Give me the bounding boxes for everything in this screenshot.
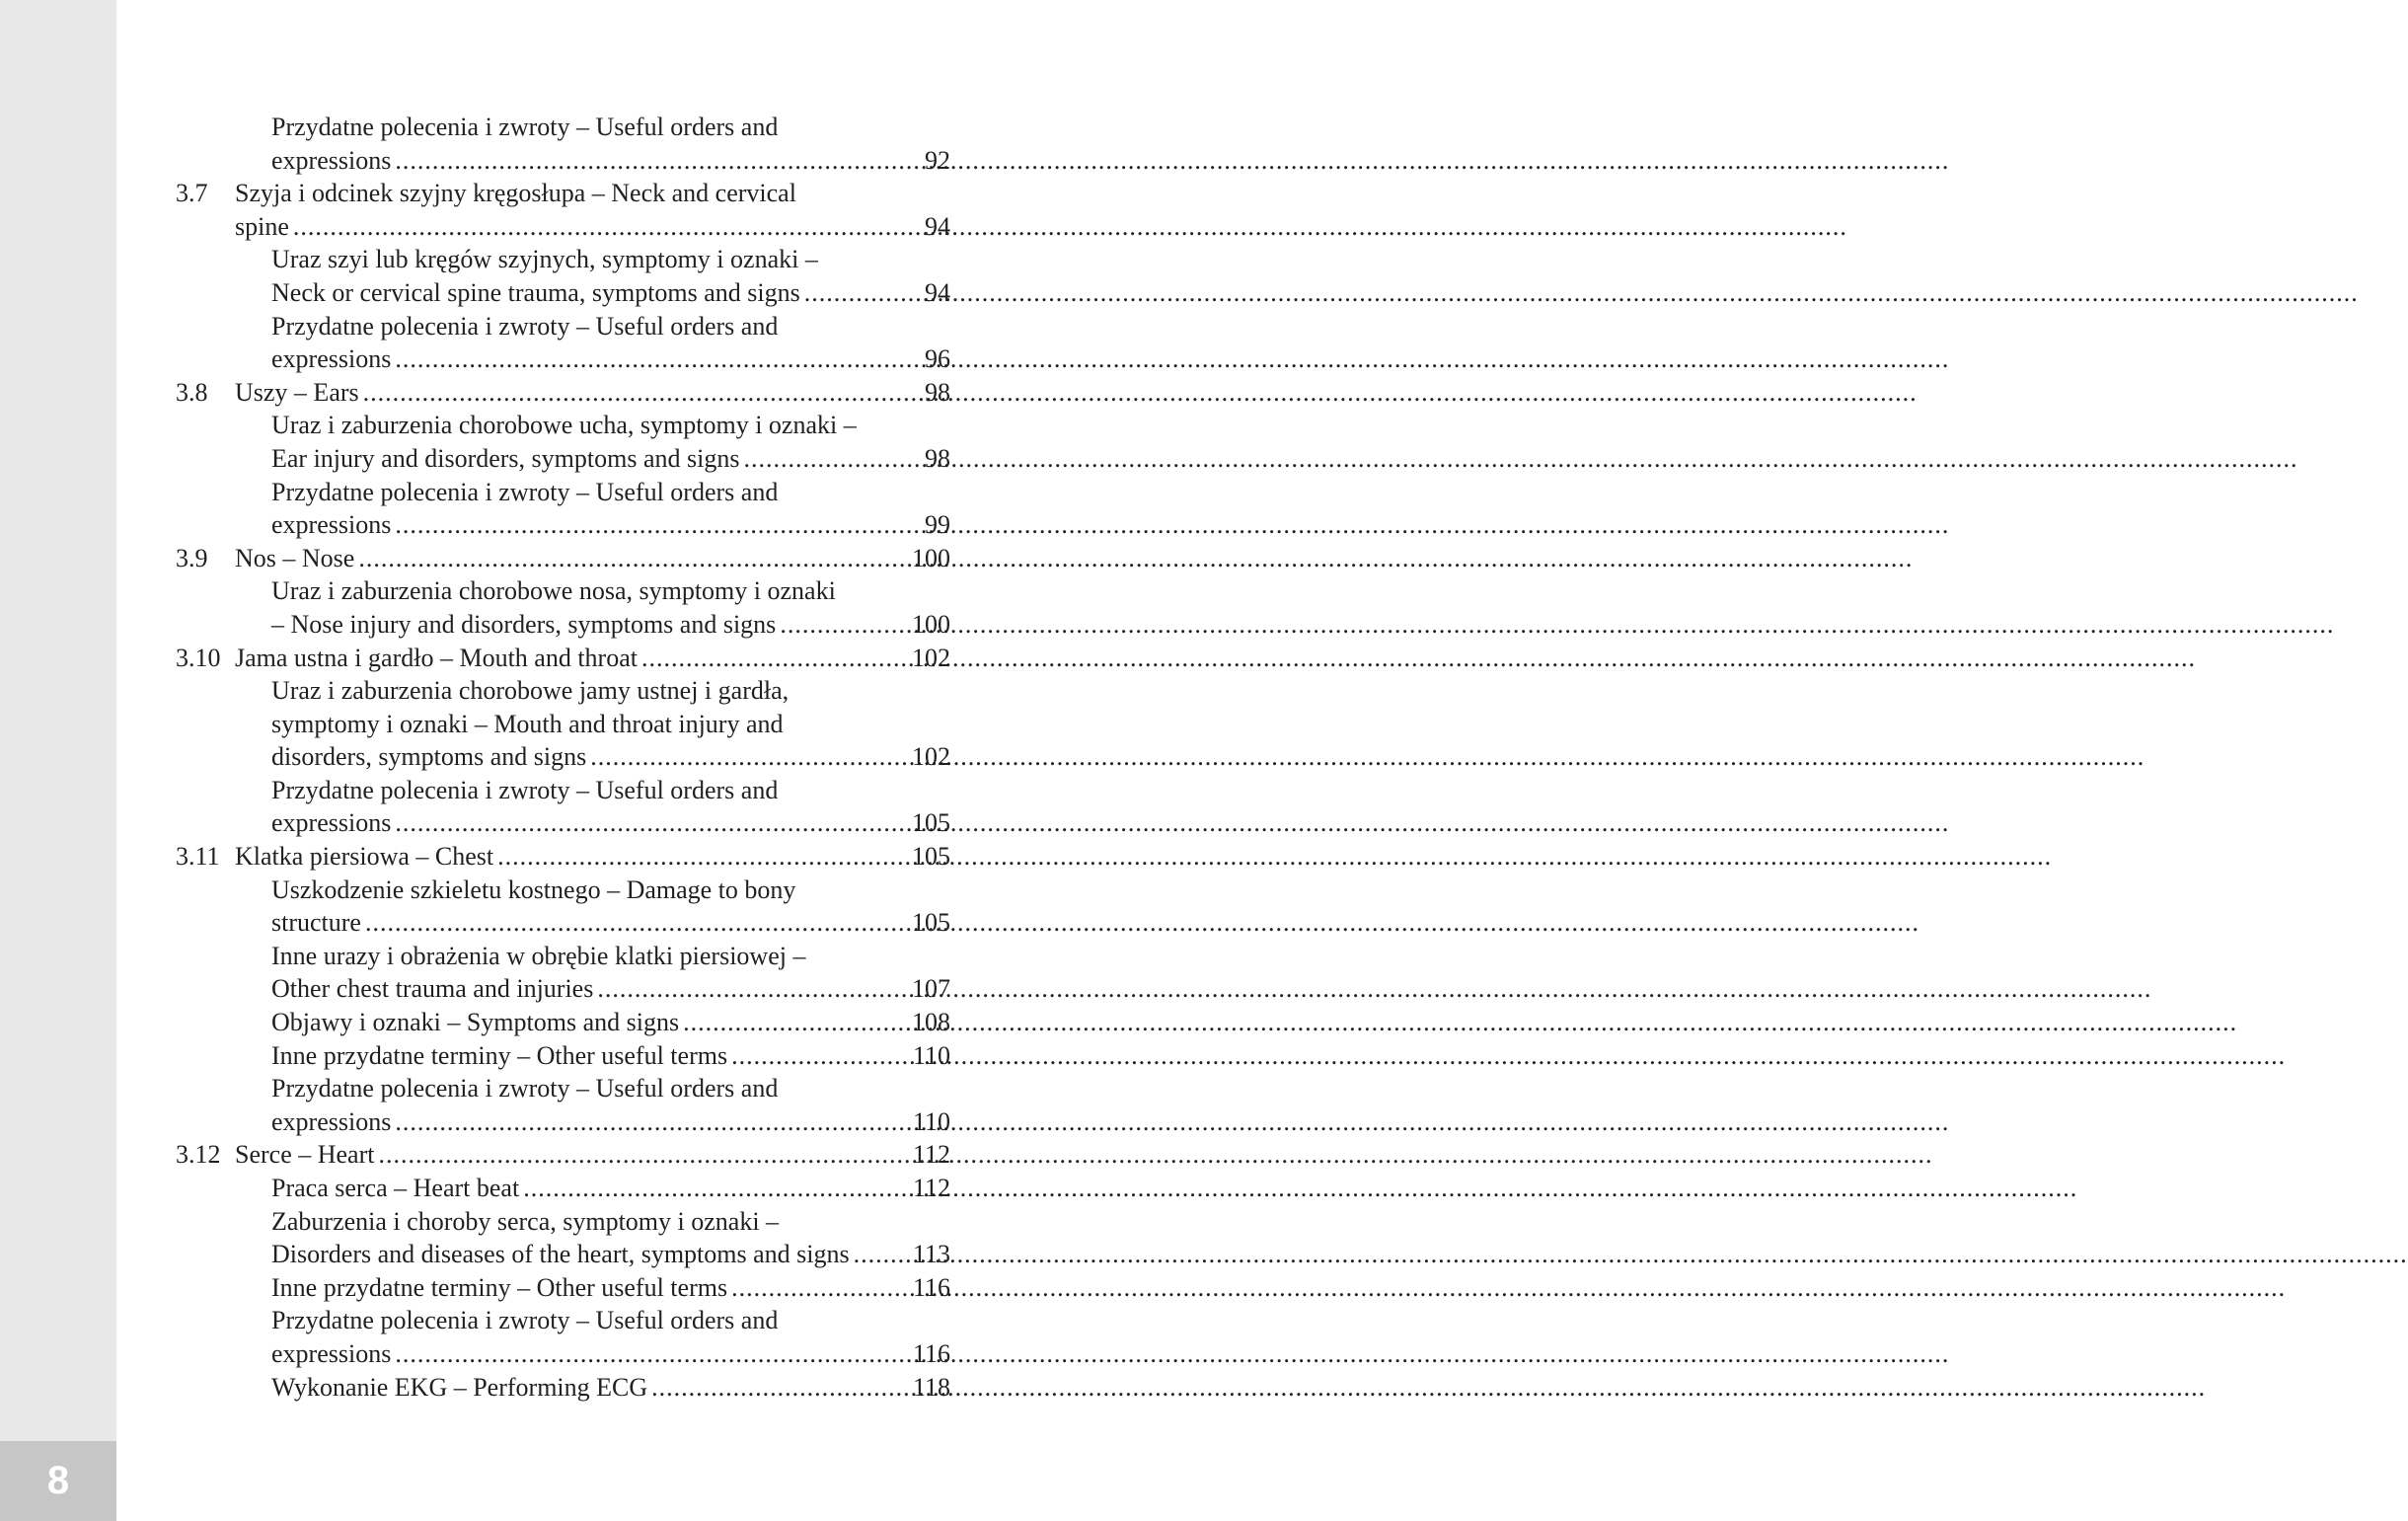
toc-line: [176, 574, 950, 608]
toc-line: [176, 1105, 950, 1139]
entry-title: Inne przydatne terminy – Other useful terms: [271, 1272, 728, 1302]
dot-leader: [365, 906, 1919, 940]
toc-subsection-entry[interactable]: [176, 574, 950, 641]
toc-line: [176, 177, 950, 210]
entry-title: Zaburzenia i choroby serca, symptomy i oznaki –: [271, 1206, 780, 1236]
toc-line: [176, 310, 950, 343]
entry-title: Uraz i zaburzenia chorobowe nosa, symptomy i oznaki: [271, 576, 836, 606]
toc-line: [176, 1371, 950, 1405]
toc-line: [176, 708, 950, 741]
toc-section-entry[interactable]: [176, 177, 950, 243]
toc-line: [176, 442, 950, 476]
dot-leader: [731, 1039, 2286, 1073]
toc-line: [176, 806, 950, 840]
toc-subsection-entry[interactable]: [176, 1006, 950, 1039]
toc-subsection-entry[interactable]: [176, 1172, 950, 1205]
toc-line: [176, 1006, 950, 1039]
entry-title: symptomy i oznaki – Mouth and throat injury and: [271, 709, 784, 738]
toc-leader-line: [271, 342, 876, 376]
entry-title: Uszy – Ears: [235, 377, 359, 407]
entry-title: disorders, symptoms and signs: [271, 742, 587, 772]
toc-leader-line: [271, 1371, 876, 1405]
toc-leader-line: [271, 608, 876, 642]
page-ref: 98: [925, 377, 950, 407]
toc-line: [176, 508, 950, 542]
entry-title: Przydatne polecenia i zwroty – Useful orders and: [271, 1306, 779, 1335]
dot-leader: [395, 508, 1949, 542]
toc-line: [176, 111, 950, 144]
page-ref: 92: [925, 145, 950, 175]
toc-leader-line: [235, 210, 876, 244]
entry-title: expressions: [271, 344, 392, 374]
page-ref: 102: [912, 742, 950, 772]
entry-title: expressions: [271, 808, 392, 838]
toc-section-entry[interactable]: [176, 642, 950, 675]
section-number: 3.11: [176, 842, 220, 872]
toc-line: [176, 1304, 950, 1337]
table-of-contents: [176, 111, 950, 1404]
page-ref: 96: [925, 344, 950, 374]
toc-leader-line: [271, 144, 876, 178]
toc-subsection-entry[interactable]: [176, 674, 950, 774]
entry-title: Neck or cervical spine trauma, symptoms and signs: [271, 277, 800, 307]
page-number: 8: [46, 1459, 70, 1502]
section-number: 3.12: [176, 1140, 221, 1170]
toc-section-entry[interactable]: [176, 542, 950, 575]
entry-title: Uraz i zaburzenia chorobowe jamy ustnej i gardła,: [271, 676, 790, 706]
page-number-tab: [0, 1441, 116, 1521]
dot-leader: [743, 442, 2297, 476]
entry-title: Objawy i oznaki – Symptoms and signs: [271, 1008, 680, 1037]
entry-title: Przydatne polecenia i zwroty – Useful orders and: [271, 1074, 779, 1103]
toc-subsection-entry[interactable]: [176, 409, 950, 475]
toc-leader-line: [271, 1172, 876, 1205]
entry-title: Uraz szyi lub kręgów szyjnych, symptomy i oznaki –: [271, 245, 818, 274]
toc-line: [176, 972, 950, 1006]
page-ref: 105: [912, 842, 950, 872]
toc-subsection-entry[interactable]: [176, 1039, 950, 1073]
toc-line: [176, 342, 950, 376]
page-ref: 107: [912, 974, 950, 1004]
section-number: 3.10: [176, 643, 221, 672]
toc-subsection-entry[interactable]: [176, 1271, 950, 1305]
toc-line: [176, 1072, 950, 1105]
entry-title: structure: [271, 908, 361, 938]
page-ref: 112: [912, 1174, 950, 1202]
page-ref: 118: [912, 1372, 950, 1402]
page-ref: 99: [925, 510, 950, 540]
dot-leader: [497, 840, 2052, 874]
dot-leader: [597, 972, 2151, 1006]
entry-title: Uszkodzenie szkieletu kostnego – Damage to bony: [271, 875, 796, 904]
toc-line: [176, 409, 950, 442]
page-ref: 102: [912, 643, 950, 672]
toc-subsection-entry[interactable]: [176, 1205, 950, 1271]
toc-line: [176, 476, 950, 509]
entry-title: Wykonanie EKG – Performing ECG: [271, 1372, 648, 1402]
toc-line: [176, 1337, 950, 1371]
entry-title: Przydatne polecenia i zwroty – Useful orders and: [271, 477, 779, 506]
toc-leader-line: [271, 1337, 876, 1371]
dot-leader: [395, 1337, 1949, 1371]
toc-line: [176, 144, 950, 178]
dot-leader: [731, 1271, 2286, 1305]
toc-leader-line: [235, 376, 876, 410]
dot-leader: [780, 608, 2334, 642]
dot-leader: [651, 1371, 2206, 1405]
dot-leader: [363, 376, 1918, 410]
page-ref: 110: [912, 1040, 950, 1070]
dot-leader: [378, 1138, 1932, 1172]
toc-line: [176, 774, 950, 807]
toc-leader-line: [235, 642, 876, 675]
toc-line: [176, 1172, 950, 1205]
toc-leader-line: [271, 1006, 876, 1039]
toc-subsection-entry[interactable]: [176, 310, 950, 376]
toc-leader-line: [271, 508, 876, 542]
toc-line: [176, 243, 950, 276]
entry-title: Przydatne polecenia i zwroty – Useful orders and: [271, 775, 779, 804]
page-ref: 116: [912, 1272, 950, 1302]
dot-leader: [590, 740, 2145, 774]
toc-line: [176, 1138, 950, 1172]
dot-leader: [854, 1238, 2408, 1271]
section-number: 3.7: [176, 179, 208, 208]
dot-leader: [358, 542, 1913, 575]
toc-subsection-entry[interactable]: [176, 243, 950, 309]
toc-leader-line: [235, 1138, 876, 1172]
toc-subsection-entry[interactable]: [176, 1072, 950, 1138]
section-number: 3.8: [176, 377, 208, 407]
toc-line: [176, 608, 950, 642]
toc-line: [176, 940, 950, 973]
toc-leader-line: [271, 1105, 876, 1139]
toc-subsection-entry[interactable]: [176, 111, 950, 177]
entry-title: Other chest trauma and injuries: [271, 974, 594, 1004]
page-ref: 94: [925, 211, 950, 241]
toc-subsection-entry[interactable]: [176, 874, 950, 940]
entry-title: Szyja i odcinek szyjny kręgosłupa – Neck and cervical: [235, 179, 796, 208]
entry-title: Disorders and diseases of the heart, symptoms and signs: [271, 1240, 850, 1269]
toc-subsection-entry[interactable]: [176, 774, 950, 840]
page-ref: 110: [912, 1106, 950, 1136]
page-ref: 113: [912, 1240, 950, 1269]
dot-leader: [395, 1105, 1949, 1139]
entry-title: Jama ustna i gardło – Mouth and throat: [235, 643, 638, 672]
dot-leader: [804, 276, 2359, 310]
side-margin-band: [0, 0, 116, 1521]
toc-leader-line: [271, 906, 876, 940]
entry-title: expressions: [271, 1338, 392, 1368]
toc-line: [176, 542, 950, 575]
entry-title: Inne przydatne terminy – Other useful terms: [271, 1040, 728, 1070]
toc-section-entry[interactable]: [176, 376, 950, 410]
dot-leader: [293, 210, 1847, 244]
toc-line: [176, 1238, 950, 1271]
toc-line: [176, 740, 950, 774]
toc-leader-line: [271, 1271, 876, 1305]
entry-title: spine: [235, 211, 289, 241]
toc-leader-line: [235, 840, 876, 874]
entry-title: Klatka piersiowa – Chest: [235, 842, 494, 872]
toc-leader-line: [271, 806, 876, 840]
toc-subsection-entry[interactable]: [176, 1304, 950, 1370]
toc-leader-line: [271, 1039, 876, 1073]
page-ref: 100: [912, 609, 950, 639]
dot-leader: [395, 806, 1949, 840]
toc-leader-line: [271, 442, 876, 476]
toc-line: [176, 674, 950, 708]
page-ref: 98: [925, 443, 950, 473]
toc-subsection-entry[interactable]: [176, 1371, 950, 1405]
dot-leader: [395, 144, 1949, 178]
toc-line: [176, 906, 950, 940]
toc-section-entry[interactable]: [176, 840, 950, 874]
toc-line: [176, 276, 950, 310]
entry-title: Inne urazy i obrażenia w obrębie klatki piersiowej –: [271, 941, 806, 970]
toc-leader-line: [271, 276, 876, 310]
toc-leader-line: [271, 1238, 876, 1271]
toc-line: [176, 1039, 950, 1073]
toc-line: [176, 210, 950, 244]
entry-title: – Nose injury and disorders, symptoms and signs: [271, 609, 777, 639]
toc-section-entry[interactable]: [176, 1138, 950, 1172]
page-ref: 116: [912, 1338, 950, 1368]
toc-line: [176, 1205, 950, 1239]
dot-leader: [523, 1172, 2077, 1205]
page-ref: 105: [912, 808, 950, 838]
entry-title: Ear injury and disorders, symptoms and signs: [271, 443, 740, 473]
section-number: 3.9: [176, 543, 208, 572]
toc-leader-line: [271, 972, 876, 1006]
toc-subsection-entry[interactable]: [176, 940, 950, 1006]
page-ref: 105: [912, 908, 950, 938]
toc-line: [176, 376, 950, 410]
toc-line: [176, 840, 950, 874]
toc-subsection-entry[interactable]: [176, 476, 950, 542]
toc-line: [176, 874, 950, 907]
dot-leader: [395, 342, 1949, 376]
entry-title: expressions: [271, 145, 392, 175]
entry-title: expressions: [271, 510, 392, 540]
entry-title: Serce – Heart: [235, 1140, 375, 1170]
toc-leader-line: [235, 542, 876, 575]
page-ref: 94: [925, 277, 950, 307]
entry-title: Nos – Nose: [235, 543, 355, 572]
entry-title: Praca serca – Heart beat: [271, 1174, 520, 1202]
entry-title: expressions: [271, 1106, 392, 1136]
toc-line: [176, 642, 950, 675]
entry-title: Uraz i zaburzenia chorobowe ucha, symptomy i oznaki –: [271, 411, 857, 440]
toc-line: [176, 1271, 950, 1305]
page-ref: 112: [912, 1140, 950, 1170]
dot-leader: [641, 642, 2196, 675]
page-ref: 108: [912, 1008, 950, 1037]
entry-title: Przydatne polecenia i zwroty – Useful orders and: [271, 311, 779, 341]
entry-title: Przydatne polecenia i zwroty – Useful orders and: [271, 113, 779, 141]
page-ref: 100: [912, 543, 950, 572]
toc-leader-line: [271, 740, 876, 774]
